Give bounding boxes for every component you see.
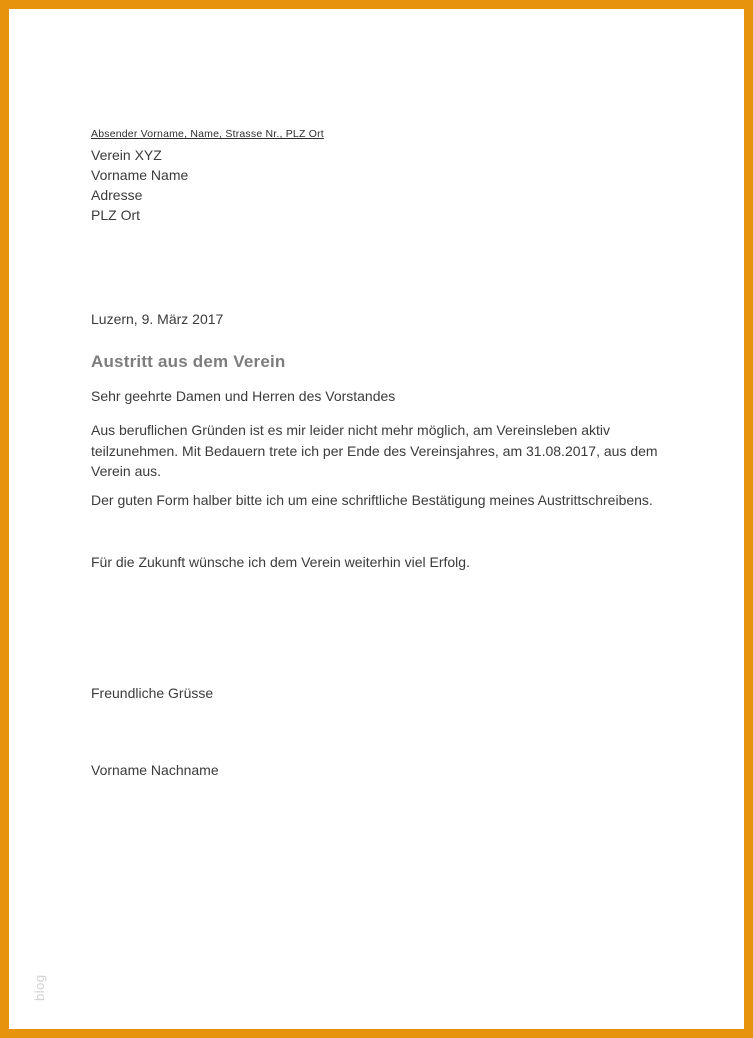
body-paragraph-confirmation-request: Der guten Form halber bitte ich um eine schriftliche Bestätigung meines Austrittschreibens. <box>91 492 653 508</box>
body-paragraph-good-wishes: Für die Zukunft wünsche ich dem Verein weiterhin viel Erfolg. <box>91 554 470 570</box>
subject-heading: Austritt aus dem Verein <box>91 352 286 371</box>
recipient-address-block <box>91 145 188 225</box>
recipient-line-organization: Verein XYZ <box>91 147 162 163</box>
watermark-text: blog <box>32 974 47 1001</box>
recipient-line-street: Adresse <box>91 187 143 203</box>
closing-line: Freundliche Grüsse <box>91 685 214 701</box>
recipient-line-city: PLZ Ort <box>91 207 141 223</box>
body-paragraph-resignation: Aus beruflichen Gründen ist es mir leider nicht mehr möglich, am Vereinsleben aktiv teilzunehmen. Mit Bedauern trete ich per Ende des Vereinsjahres, am 31.08.2017, aus dem Verein aus. <box>91 422 658 479</box>
salutation-line: Sehr geehrte Damen und Herren des Vorstandes <box>91 388 396 404</box>
sender-address-line: Absender Vorname, Name, Strasse Nr., PLZ Ort <box>91 128 324 140</box>
recipient-line-name: Vorname Name <box>91 167 189 183</box>
date-line: Luzern, 9. März 2017 <box>91 311 224 327</box>
signature-name: Vorname Nachname <box>91 762 219 778</box>
